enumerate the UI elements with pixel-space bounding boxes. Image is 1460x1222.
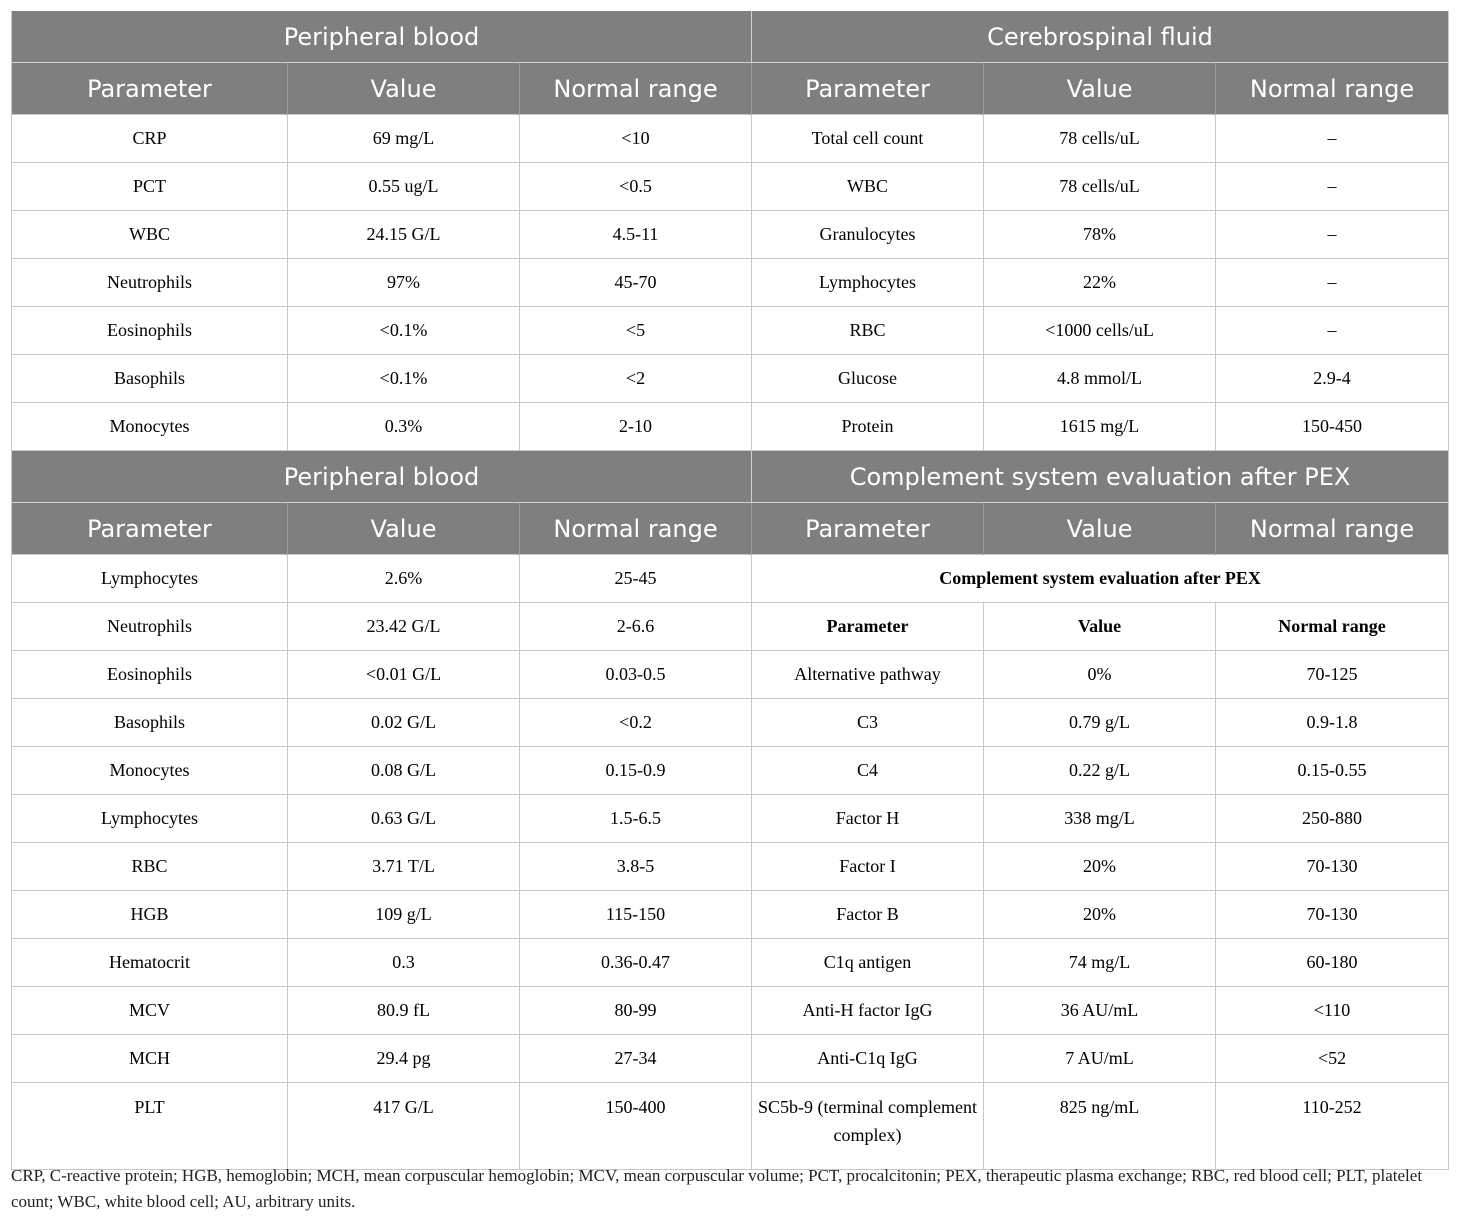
value-cell: 78% xyxy=(984,211,1216,259)
normal-range-cell: 150-400 xyxy=(520,1083,752,1170)
parameter-cell: Protein xyxy=(752,403,984,451)
value-cell: 24.15 G/L xyxy=(288,211,520,259)
parameter-cell: Eosinophils xyxy=(12,307,288,355)
value-cell: 74 mg/L xyxy=(984,939,1216,987)
value-cell: <1000 cells/uL xyxy=(984,307,1216,355)
col-header-normal-range: Normal range xyxy=(1216,63,1449,115)
normal-range-cell: 115-150 xyxy=(520,891,752,939)
value-cell: 0% xyxy=(984,651,1216,699)
normal-range-cell: 70-125 xyxy=(1216,651,1449,699)
value-cell: 338 mg/L xyxy=(984,795,1216,843)
top-section-header-row xyxy=(12,11,1449,63)
value-cell: 20% xyxy=(984,843,1216,891)
value-cell: 0.55 ug/L xyxy=(288,163,520,211)
table-row xyxy=(12,699,1449,747)
value-cell: 22% xyxy=(984,259,1216,307)
parameter-cell: C4 xyxy=(752,747,984,795)
normal-range-cell: 250-880 xyxy=(1216,795,1449,843)
normal-range-cell: 2-6.6 xyxy=(520,603,752,651)
normal-range-cell: – xyxy=(1216,259,1449,307)
table-row xyxy=(12,1035,1449,1083)
value-cell: 3.71 T/L xyxy=(288,843,520,891)
col-header-parameter: Parameter xyxy=(752,503,984,555)
table-row xyxy=(12,747,1449,795)
top-left-section-title: Peripheral blood xyxy=(12,11,752,63)
parameter-cell: HGB xyxy=(12,891,288,939)
value-cell: 0.22 g/L xyxy=(984,747,1216,795)
normal-range-cell: 0.9-1.8 xyxy=(1216,699,1449,747)
value-cell: 78 cells/uL xyxy=(984,163,1216,211)
normal-range-cell: 27-34 xyxy=(520,1035,752,1083)
value-cell: 7 AU/mL xyxy=(984,1035,1216,1083)
parameter-cell: PLT xyxy=(12,1083,288,1170)
normal-range-cell: 0.15-0.9 xyxy=(520,747,752,795)
parameter-cell: Glucose xyxy=(752,355,984,403)
normal-range-cell: – xyxy=(1216,307,1449,355)
value-cell: 69 mg/L xyxy=(288,115,520,163)
value-cell: 97% xyxy=(288,259,520,307)
bottom-section-body xyxy=(12,555,1449,1170)
lab-results-table xyxy=(11,11,1449,1170)
parameter-cell: MCH xyxy=(12,1035,288,1083)
parameter-cell: Basophils xyxy=(12,699,288,747)
normal-range-cell: 110-252 xyxy=(1216,1083,1449,1170)
table-row xyxy=(12,987,1449,1035)
parameter-cell: WBC xyxy=(752,163,984,211)
lab-results-table-container xyxy=(11,11,1448,1170)
bottom-section-header-row xyxy=(12,451,1449,503)
normal-range-cell: 0.03-0.5 xyxy=(520,651,752,699)
normal-range-cell: 2.9-4 xyxy=(1216,355,1449,403)
parameter-cell: CRP xyxy=(12,115,288,163)
table-row xyxy=(12,403,1449,451)
normal-range-cell: 80-99 xyxy=(520,987,752,1035)
parameter-cell: WBC xyxy=(12,211,288,259)
parameter-cell: RBC xyxy=(752,307,984,355)
table-row xyxy=(12,115,1449,163)
col-header-parameter: Parameter xyxy=(12,63,288,115)
parameter-cell: PCT xyxy=(12,163,288,211)
value-cell: 0.08 G/L xyxy=(288,747,520,795)
normal-range-cell: 70-130 xyxy=(1216,843,1449,891)
table-footnote: CRP, C-reactive protein; HGB, hemoglobin; MCH, mean corpuscular hemoglobin; MCV, mean corpuscular volume; PCT, procalcitonin; PEX, therapeutic plasma exchange; RBC, red blood cell; PLT, platelet count; WBC, white blood cell; AU, arbitrary units. xyxy=(11,1166,1423,1211)
parameter-cell: Monocytes xyxy=(12,747,288,795)
col-header-value: Value xyxy=(288,503,520,555)
parameter-cell: MCV xyxy=(12,987,288,1035)
complement-subheader-parameter-cell: Parameter xyxy=(752,603,984,651)
table-row xyxy=(12,603,1449,651)
parameter-cell: RBC xyxy=(12,843,288,891)
parameter-cell: Hematocrit xyxy=(12,939,288,987)
parameter-cell: Monocytes xyxy=(12,403,288,451)
normal-range-cell: 25-45 xyxy=(520,555,752,603)
table-row xyxy=(12,307,1449,355)
table-row xyxy=(12,211,1449,259)
normal-range-cell: <52 xyxy=(1216,1035,1449,1083)
parameter-cell: Factor H xyxy=(752,795,984,843)
value-cell: 4.8 mmol/L xyxy=(984,355,1216,403)
parameter-cell: SC5b-9 (terminal complement complex) xyxy=(752,1083,984,1170)
normal-range-cell: 150-450 xyxy=(1216,403,1449,451)
value-cell: 825 ng/mL xyxy=(984,1083,1216,1170)
value-cell: 109 g/L xyxy=(288,891,520,939)
table-row xyxy=(12,1083,1449,1170)
bottom-column-header-row xyxy=(12,503,1449,555)
value-cell: 23.42 G/L xyxy=(288,603,520,651)
value-cell: 0.3% xyxy=(288,403,520,451)
parameter-cell: Neutrophils xyxy=(12,259,288,307)
complement-subheader-normal-range-cell: Normal range xyxy=(1216,603,1449,651)
normal-range-cell: 0.36-0.47 xyxy=(520,939,752,987)
parameter-cell: C1q antigen xyxy=(752,939,984,987)
value-cell: <0.1% xyxy=(288,355,520,403)
normal-range-cell: 70-130 xyxy=(1216,891,1449,939)
col-header-value: Value xyxy=(984,63,1216,115)
value-cell: 0.3 xyxy=(288,939,520,987)
value-cell: 1615 mg/L xyxy=(984,403,1216,451)
parameter-cell: Lymphocytes xyxy=(12,795,288,843)
col-header-value: Value xyxy=(288,63,520,115)
table-row xyxy=(12,939,1449,987)
table-row xyxy=(12,795,1449,843)
normal-range-cell: 3.8-5 xyxy=(520,843,752,891)
table-row xyxy=(12,891,1449,939)
parameter-cell: Granulocytes xyxy=(752,211,984,259)
normal-range-cell: <0.5 xyxy=(520,163,752,211)
value-cell: 417 G/L xyxy=(288,1083,520,1170)
normal-range-cell: 45-70 xyxy=(520,259,752,307)
parameter-cell: Anti-C1q IgG xyxy=(752,1035,984,1083)
parameter-cell: Factor B xyxy=(752,891,984,939)
normal-range-cell: – xyxy=(1216,211,1449,259)
parameter-cell: Neutrophils xyxy=(12,603,288,651)
normal-range-cell: 2-10 xyxy=(520,403,752,451)
value-cell: 29.4 pg xyxy=(288,1035,520,1083)
value-cell: 0.79 g/L xyxy=(984,699,1216,747)
top-right-section-title: Cerebrospinal fluid xyxy=(752,11,1449,63)
bottom-right-section-title: Complement system evaluation after PEX xyxy=(752,451,1449,503)
normal-range-cell: <110 xyxy=(1216,987,1449,1035)
normal-range-cell: 0.15-0.55 xyxy=(1216,747,1449,795)
value-cell: 0.63 G/L xyxy=(288,795,520,843)
col-header-parameter: Parameter xyxy=(752,63,984,115)
normal-range-cell: 1.5-6.5 xyxy=(520,795,752,843)
normal-range-cell: – xyxy=(1216,115,1449,163)
normal-range-cell: 4.5-11 xyxy=(520,211,752,259)
parameter-cell: Lymphocytes xyxy=(752,259,984,307)
normal-range-cell: <0.2 xyxy=(520,699,752,747)
top-column-header-row xyxy=(12,63,1449,115)
col-header-normal-range: Normal range xyxy=(520,503,752,555)
value-cell: 36 AU/mL xyxy=(984,987,1216,1035)
value-cell: 20% xyxy=(984,891,1216,939)
table-row xyxy=(12,843,1449,891)
normal-range-cell: <5 xyxy=(520,307,752,355)
table-row xyxy=(12,355,1449,403)
parameter-cell: Basophils xyxy=(12,355,288,403)
value-cell: <0.1% xyxy=(288,307,520,355)
value-cell: 0.02 G/L xyxy=(288,699,520,747)
normal-range-cell: – xyxy=(1216,163,1449,211)
normal-range-cell: <2 xyxy=(520,355,752,403)
parameter-cell: Total cell count xyxy=(752,115,984,163)
parameter-cell: C3 xyxy=(752,699,984,747)
value-cell: <0.01 G/L xyxy=(288,651,520,699)
table-row xyxy=(12,259,1449,307)
parameter-cell: Factor I xyxy=(752,843,984,891)
table-row xyxy=(12,163,1449,211)
parameter-cell: Lymphocytes xyxy=(12,555,288,603)
table-row xyxy=(12,555,1449,603)
col-header-normal-range: Normal range xyxy=(1216,503,1449,555)
parameter-cell: Anti-H factor IgG xyxy=(752,987,984,1035)
value-cell: 78 cells/uL xyxy=(984,115,1216,163)
normal-range-cell: 60-180 xyxy=(1216,939,1449,987)
top-section-body xyxy=(12,115,1449,451)
parameter-cell: Alternative pathway xyxy=(752,651,984,699)
bottom-left-section-title: Peripheral blood xyxy=(12,451,752,503)
table-row xyxy=(12,651,1449,699)
complement-subtitle-cell: Complement system evaluation after PEX xyxy=(752,555,1449,603)
normal-range-cell: <10 xyxy=(520,115,752,163)
col-header-parameter: Parameter xyxy=(12,503,288,555)
value-cell: 2.6% xyxy=(288,555,520,603)
complement-subheader-value-cell: Value xyxy=(984,603,1216,651)
parameter-cell: Eosinophils xyxy=(12,651,288,699)
value-cell: 80.9 fL xyxy=(288,987,520,1035)
col-header-value: Value xyxy=(984,503,1216,555)
col-header-normal-range: Normal range xyxy=(520,63,752,115)
